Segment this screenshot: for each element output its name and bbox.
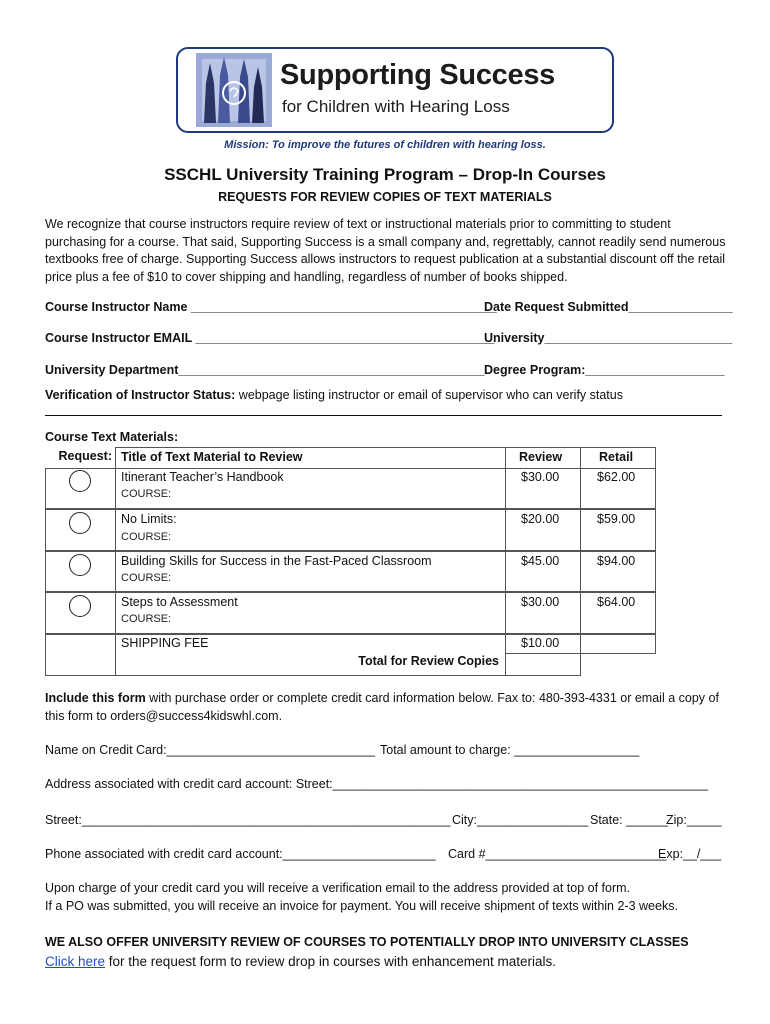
- include-bold: Include this form: [45, 691, 146, 705]
- review-price: $20.00: [521, 512, 560, 526]
- header-review: Review: [505, 447, 581, 468]
- course-label[interactable]: COURSE:: [121, 613, 172, 625]
- material-title: Itinerant Teacher’s Handbook: [121, 470, 284, 484]
- hands-logo-icon: [196, 53, 272, 127]
- street-field[interactable]: Street:_____________________________________________________: [45, 813, 451, 827]
- shipping-label: SHIPPING FEE: [121, 636, 209, 650]
- course-label[interactable]: COURSE:: [121, 488, 172, 500]
- notice-verification: Upon charge of your credit card you will receive a verification email to the address provided at top of form.: [45, 881, 631, 895]
- instructor-name-field[interactable]: Course Instructor Name ____________________________________________: [45, 300, 497, 314]
- header-title: Title of Text Material to Review: [115, 447, 506, 468]
- logo-subtitle: for Children with Hearing Loss: [282, 97, 510, 116]
- course-materials-heading: Course Text Materials:: [45, 430, 179, 444]
- click-here-line: [45, 954, 556, 969]
- title-cell: [115, 592, 506, 634]
- shipping-empty-cell: [45, 634, 116, 676]
- state-field[interactable]: State: ______: [590, 813, 668, 827]
- request-cell: [45, 592, 116, 634]
- retail-price: $94.00: [597, 554, 636, 568]
- total-amount-field[interactable]: Total amount to charge: __________________: [380, 743, 640, 757]
- retail-price: $62.00: [597, 470, 636, 484]
- request-cell: [45, 551, 116, 592]
- total-label: Total for Review Copies: [358, 654, 499, 668]
- title-cell: [115, 468, 506, 509]
- name-on-card-field[interactable]: Name on Credit Card:______________________________: [45, 743, 376, 757]
- review-price-cell: [505, 468, 581, 509]
- verification-input-line[interactable]: [45, 415, 722, 416]
- click-here-link[interactable]: Click here: [45, 954, 106, 969]
- expiry-field[interactable]: Exp:__/___: [658, 847, 722, 861]
- request-checkbox[interactable]: [69, 512, 91, 534]
- page-subtitle: REQUESTS FOR REVIEW COPIES OF TEXT MATERIALS: [218, 190, 552, 204]
- course-label[interactable]: COURSE:: [121, 572, 172, 584]
- page-title: SSCHL University Training Program – Drop-In Courses: [164, 165, 606, 184]
- degree-field[interactable]: Degree Program:____________________: [484, 363, 725, 377]
- phone-field[interactable]: Phone associated with credit card account:______________________: [45, 847, 436, 861]
- material-title: Building Skills for Success in the Fast-Paced Classroom: [121, 554, 432, 568]
- city-field[interactable]: City:________________: [452, 813, 589, 827]
- logo: [176, 47, 614, 133]
- header-request: Request:: [58, 449, 112, 463]
- notice-shipment: If a PO was submitted, you will receive an invoice for payment. You will receive shipment of texts within 2-3 weeks.: [45, 899, 678, 913]
- header-retail: Retail: [580, 447, 656, 468]
- title-cell: [115, 551, 506, 592]
- material-title: Steps to Assessment: [121, 595, 238, 609]
- request-checkbox[interactable]: [69, 595, 91, 617]
- review-price: $30.00: [521, 470, 560, 484]
- verification-line: [45, 388, 623, 402]
- verification-label: Verification of Instructor Status:: [45, 388, 236, 402]
- department-field[interactable]: University Department____________________________________________: [45, 363, 485, 377]
- request-cell: [45, 468, 116, 509]
- instructor-email-field[interactable]: Course Instructor EMAIL ___________________________________________: [45, 331, 495, 345]
- request-cell: [45, 509, 116, 551]
- card-number-field[interactable]: Card #__________________________: [448, 847, 667, 861]
- university-field[interactable]: University___________________________: [484, 331, 733, 345]
- course-label[interactable]: COURSE:: [121, 531, 172, 543]
- verification-text: webpage listing instructor or email of supervisor who can verify status: [235, 388, 623, 402]
- retail-price-cell: [580, 509, 656, 551]
- intro-paragraph: We recognize that course instructors require review of text or instructional materials prior to committing to student purchasing for a course. That said, Supporting Success is a small company and, regrettably, cannot readily send numerous textbooks free of charge. Supporting Success allows instructors to request publication at a substantial discount off the retail price plus a fee of $10 to cover shipping and handling, regardless of number of books shipped.: [45, 217, 726, 284]
- review-price-cell: [505, 509, 581, 551]
- review-price-cell: [505, 592, 581, 634]
- request-checkbox[interactable]: [69, 554, 91, 576]
- retail-price-cell: [580, 551, 656, 592]
- include-paragraph: [45, 690, 735, 725]
- request-checkbox[interactable]: [69, 470, 91, 492]
- retail-price: $64.00: [597, 595, 636, 609]
- date-submitted-field[interactable]: Date Request Submitted_______________: [484, 300, 733, 314]
- logo-title: Supporting Success: [280, 59, 555, 91]
- retail-price: $59.00: [597, 512, 636, 526]
- retail-price-cell: [580, 468, 656, 509]
- shipping-retail-cell: [580, 634, 656, 654]
- title-cell: [115, 509, 506, 551]
- click-here-text: for the request form to review drop in courses with enhancement materials.: [105, 954, 556, 969]
- shipping-value: $10.00: [521, 636, 560, 650]
- review-price: $30.00: [521, 595, 560, 609]
- mission-statement: Mission: To improve the futures of children with hearing loss.: [224, 139, 546, 151]
- shipping-cell: [115, 634, 506, 676]
- zip-field[interactable]: Zip:_____: [666, 813, 722, 827]
- include-text: with purchase order or complete credit card information below. Fax to: 480-393-4331 or email a copy of this form to orders@success4kidswhl.com.: [45, 691, 719, 723]
- review-price-cell: [505, 551, 581, 592]
- shipping-value-cell: [505, 634, 581, 654]
- address-street-field[interactable]: Address associated with credit card account: Street:______________________________________________________: [45, 777, 709, 791]
- also-offer-heading: WE ALSO OFFER UNIVERSITY REVIEW OF COURSES TO POTENTIALLY DROP INTO UNIVERSITY CLASSES: [45, 935, 689, 949]
- retail-price-cell: [580, 592, 656, 634]
- review-price: $45.00: [521, 554, 560, 568]
- material-title: No Limits:: [121, 512, 177, 526]
- total-value-cell[interactable]: [505, 653, 581, 676]
